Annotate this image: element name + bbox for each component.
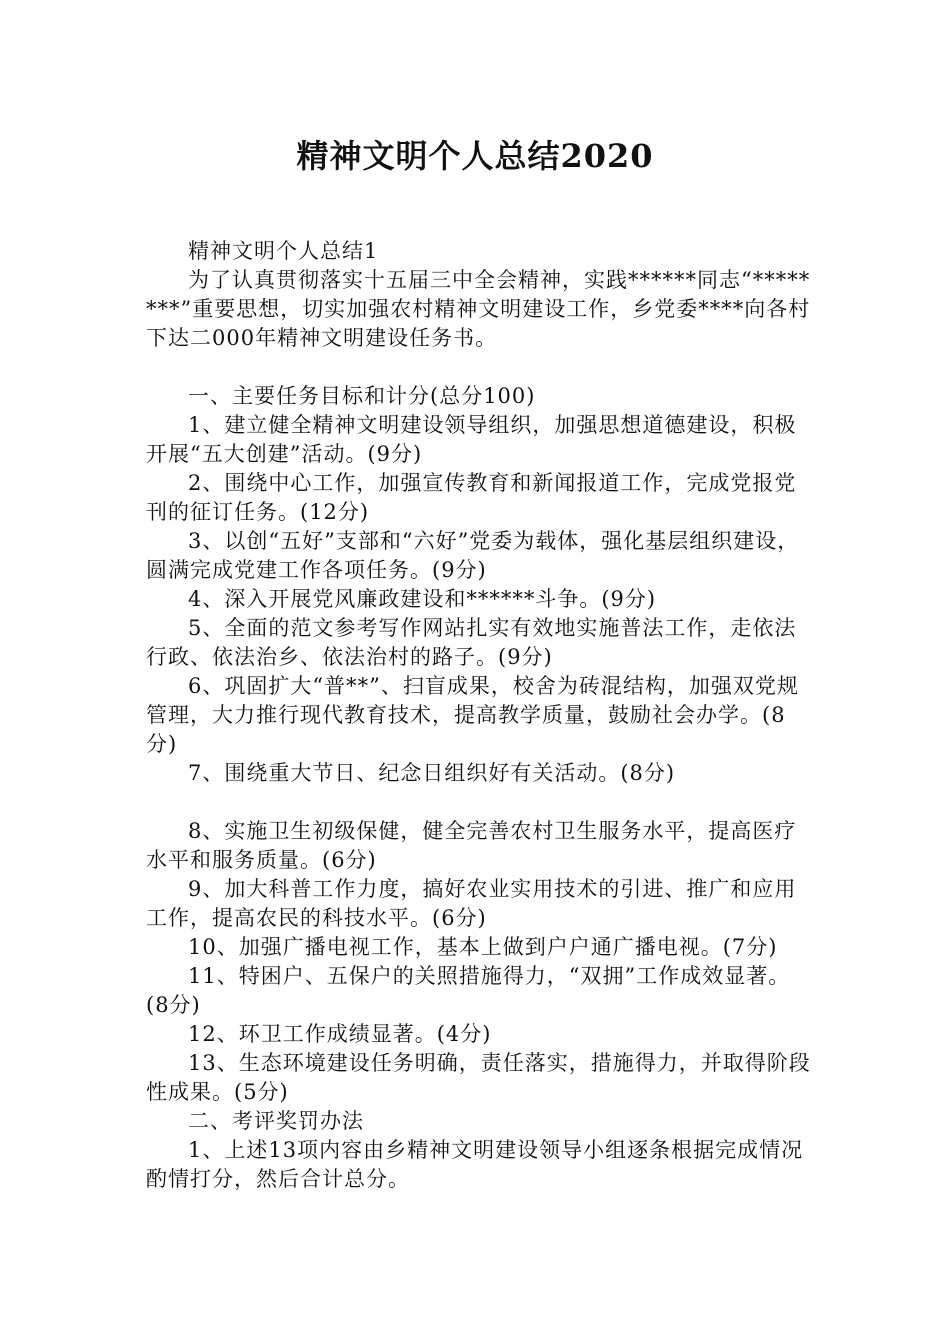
document-title: 精神文明个人总结2020 [296,137,654,175]
list-item: 10、加强广播电视工作，基本上做到户户通广播电视。(7分) [188,935,778,959]
list-item: 12、环卫工作成绩显著。(4分) [188,1022,492,1046]
list-item: 13、生态环境建设任务明确，责任落实，措施得力，并取得阶段性成果。(5分) [146,1051,811,1104]
paragraph-gap [146,788,812,817]
paragraph-gap [146,353,812,382]
section-heading: 二、考评奖罚办法 [188,1109,364,1133]
list-item: 6、巩固扩大“普**”、扫盲成果，校舍为砖混结构，加强双党规管理，大力推行现代教育技术，提高教学质量，鼓励社会办学。(8分) [146,674,799,756]
section-heading: 一、主要任务目标和计分(总分100) [188,384,536,408]
section-heading: 精神文明个人总结1 [188,239,379,263]
document-body [146,237,812,1194]
list-item: 2、围绕中心工作，加强宣传教育和新闻报道工作，完成党报党刊的征订任务。(12分) [146,471,797,524]
list-item: 1、上述13项内容由乡精神文明建设领导小组逐条根据完成情况酌情打分，然后合计总分。 [146,1138,804,1191]
list-item: 7、围绕重大节日、纪念日组织好有关活动。(8分) [188,761,676,785]
list-item: 1、建立健全精神文明建设领导组织，加强思想道德建设，积极开展“五大创建”活动。(9分) [146,413,797,466]
list-item: 8、实施卫生初级保健，健全完善农村卫生服务水平，提高医疗水平和服务质量。(6分) [146,819,797,872]
list-item: 4、深入开展党风廉政建设和******斗争。(9分) [188,587,657,611]
list-item: 9、加大科普工作力度，搞好农业实用技术的引进、推广和应用工作，提高农民的科技水平。(6分) [146,877,797,930]
intro-paragraph: 为了认真贯彻落实十五届三中全会精神，实践******同志“********”重要思想，切实加强农村精神文明建设工作，乡党委****向各村下达二000年精神文明建设任务书。 [146,268,811,350]
list-item: 5、全面的范文参考写作网站扎实有效地实施普法工作，走依法行政、依法治乡、依法治村的路子。(9分) [146,616,797,669]
list-item: 11、特困户、五保户的关照措施得力，“双拥”工作成效显著。(8分) [146,964,791,1017]
list-item: 3、以创“五好”支部和“六好”党委为载体，强化基层组织建设，圆满完成党建工作各项任务。(9分) [146,529,800,582]
